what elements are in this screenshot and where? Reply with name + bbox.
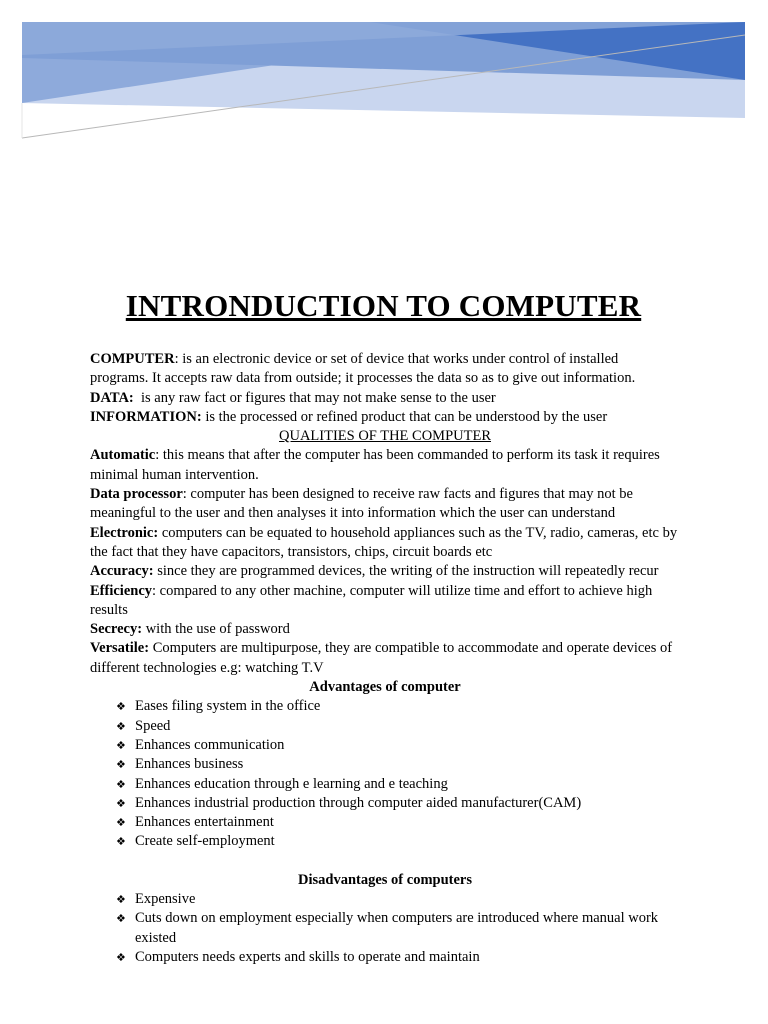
quality-text: : compared to any other machine, computer will utilize time and effort to achieve high results xyxy=(90,582,653,618)
diamond-bullet-icon: ❖ xyxy=(116,738,126,752)
header-banner xyxy=(0,0,768,160)
list-item-text: Expensive xyxy=(135,891,196,908)
advantages-list xyxy=(90,697,680,851)
quality-item xyxy=(90,524,680,563)
diamond-bullet-icon: ❖ xyxy=(116,700,126,714)
list-item xyxy=(116,890,680,909)
page-title: INTRONDUCTION TO COMPUTER xyxy=(125,288,642,323)
list-item xyxy=(116,832,680,851)
list-item xyxy=(116,736,680,755)
disadvantages-heading: Disadvantages of computers xyxy=(298,871,472,888)
list-item-text: Speed xyxy=(135,717,171,734)
definition-information xyxy=(90,408,680,427)
definition-term: DATA: xyxy=(90,389,134,406)
diamond-bullet-icon: ❖ xyxy=(116,816,126,830)
quality-term: Data processor xyxy=(90,486,183,503)
definitions-section xyxy=(90,350,680,427)
list-item xyxy=(116,794,680,813)
qualities-heading xyxy=(90,427,680,446)
quality-text: Computers are multipurpose, they are compatible to accommodate and operate devices of different technologies e.g: watching T.V xyxy=(90,640,673,676)
diamond-bullet-icon: ❖ xyxy=(116,758,126,772)
quality-text: : this means that after the computer has been commanded to perform its task it requires minimal human intervention. xyxy=(90,447,660,483)
definition-computer xyxy=(90,350,680,389)
qualities-section xyxy=(90,446,680,678)
disadvantages-list xyxy=(90,890,680,967)
list-item-text: Eases filing system in the office xyxy=(135,698,321,715)
quality-text: : computer has been designed to receive raw facts and figures that may not be meaningful to the user and then analyses it into information which the user can understand xyxy=(90,486,633,522)
definition-text: is the processed or refined product that can be understood by the user xyxy=(201,408,608,425)
list-item xyxy=(116,775,680,794)
list-item xyxy=(116,755,680,774)
quality-text: with the use of password xyxy=(142,621,290,638)
list-item xyxy=(116,948,680,967)
quality-term: Versatile: xyxy=(90,640,150,657)
diamond-bullet-icon: ❖ xyxy=(116,912,126,926)
definition-data xyxy=(90,389,680,408)
quality-item xyxy=(90,446,680,485)
definition-text: is an electronic device or set of device that works under control of installed programs. It accepts raw data from outside; it processes the data so as to give out information. xyxy=(90,351,636,387)
quality-term: Electronic: xyxy=(90,524,159,541)
list-item-text: Computers needs experts and skills to operate and maintain xyxy=(135,948,480,965)
list-item xyxy=(116,909,680,948)
list-item-text: Enhances entertainment xyxy=(135,814,274,831)
document-body xyxy=(90,288,680,967)
diamond-bullet-icon: ❖ xyxy=(116,835,126,849)
diamond-bullet-icon: ❖ xyxy=(116,719,126,733)
list-item xyxy=(116,813,680,832)
list-item-text: Enhances education through e learning and e teaching xyxy=(135,775,448,792)
advantages-heading: Advantages of computer xyxy=(309,679,461,696)
quality-item xyxy=(90,620,680,639)
definition-sep: : xyxy=(174,351,179,367)
diamond-bullet-icon: ❖ xyxy=(116,893,126,907)
list-item xyxy=(116,697,680,716)
quality-term: Secrecy: xyxy=(90,621,143,638)
quality-item xyxy=(90,639,680,678)
list-item xyxy=(116,717,680,736)
list-item-text: Enhances communication xyxy=(135,736,285,753)
list-item-text: Create self-employment xyxy=(135,833,275,850)
quality-text: since they are programmed devices, the writing of the instruction will repeatedly recur xyxy=(153,563,659,580)
list-item-text: Cuts down on employment especially when computers are introduced where manual work existed xyxy=(135,910,659,946)
diamond-bullet-icon: ❖ xyxy=(116,777,126,791)
diamond-bullet-icon: ❖ xyxy=(116,796,126,810)
quality-item xyxy=(90,562,680,581)
quality-term: Efficiency xyxy=(90,582,153,599)
definition-text: is any raw fact or figures that may not make sense to the user xyxy=(133,389,496,406)
quality-term: Accuracy: xyxy=(90,563,154,580)
qualities-heading-text: QUALITIES OF THE COMPUTER xyxy=(279,428,491,445)
list-item-text: Enhances business xyxy=(135,756,244,773)
quality-item xyxy=(90,485,680,524)
quality-item xyxy=(90,582,680,621)
section-spacer xyxy=(90,852,680,871)
quality-term: Automatic xyxy=(90,447,156,464)
definition-term: COMPUTER xyxy=(90,351,175,367)
quality-text: computers can be equated to household appliances such as the TV, radio, cameras, etc by the fact that they have capacitors, transistors, chips, circuit boards etc xyxy=(90,524,678,560)
list-item-text: Enhances industrial production through computer aided manufacturer(CAM) xyxy=(135,794,582,811)
definition-term: INFORMATION: xyxy=(90,408,202,425)
diamond-bullet-icon: ❖ xyxy=(116,950,126,964)
